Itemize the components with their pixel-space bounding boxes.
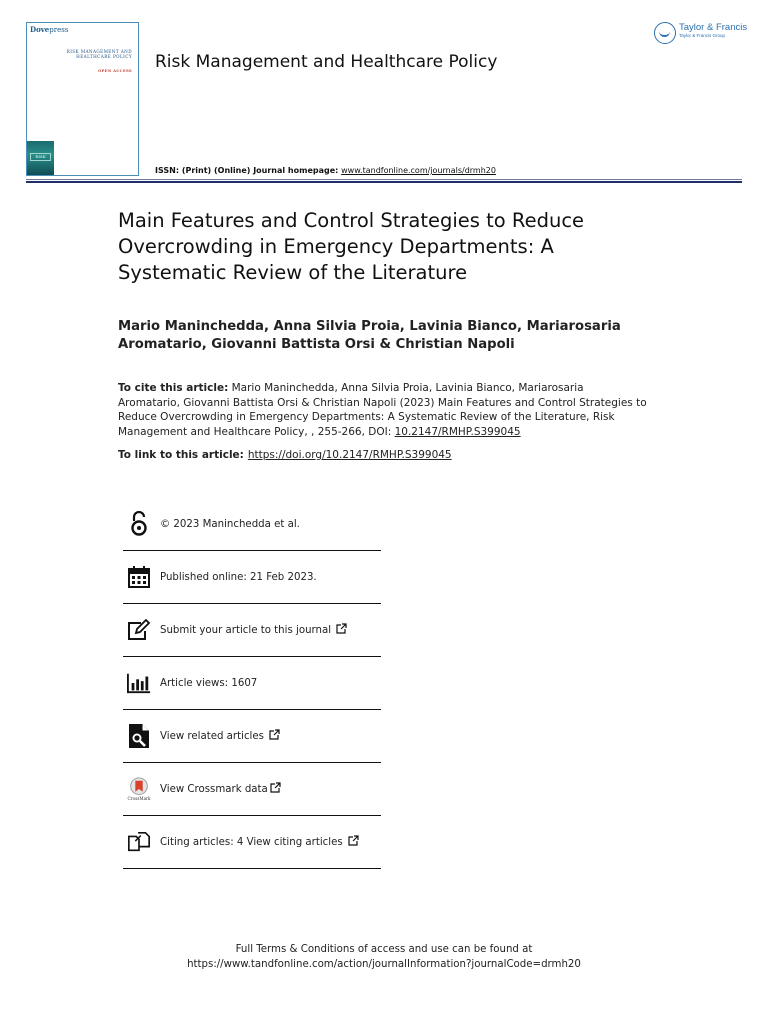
copyright-row (123, 498, 381, 551)
citing-documents-icon (127, 830, 151, 854)
article-doi-link[interactable]: https://doi.org/10.2147/RMHP.S399045 (247, 449, 452, 461)
submit-article-link[interactable]: Submit your article to this journal (160, 623, 347, 637)
cover-image (27, 141, 54, 175)
citation (118, 381, 648, 439)
publisher-group: Taylor & Francis Group (679, 33, 726, 38)
external-link-icon (269, 729, 280, 743)
related-articles-link[interactable]: View related articles (160, 729, 280, 743)
cover-open-access: OPEN ACCESS (98, 69, 132, 73)
views-row (123, 657, 381, 710)
citation-doi-link[interactable]: 10.2147/RMHP.S399045 (394, 425, 521, 438)
citation-label: To cite this article: (118, 382, 229, 394)
journal-homepage-link[interactable]: www.tandfonline.com/journals/drmh20 (341, 166, 496, 175)
article-link (118, 449, 452, 461)
related-row[interactable] (123, 710, 381, 763)
journal-cover (26, 22, 139, 176)
external-link-icon (336, 623, 347, 637)
article-info-list (123, 498, 381, 869)
header-divider-thick (26, 181, 742, 183)
terms-url-link[interactable]: https://www.tandfonline.com/action/journalInformation?journalCode=drmh20 (187, 959, 581, 970)
crossmark-icon-label: CrossMark (127, 796, 151, 802)
crossmark-row[interactable] (123, 763, 381, 816)
terms-line: Full Terms & Conditions of access and use can be found at (235, 944, 533, 955)
crossmark-link[interactable]: View Crossmark data (160, 782, 281, 796)
citing-articles-link[interactable]: Citing articles: 4 View citing articles (160, 835, 359, 849)
journal-title: Risk Management and Healthcare Policy (155, 52, 498, 72)
published-row (123, 551, 381, 604)
external-link-icon (348, 835, 359, 849)
citation-text: Mario Maninchedda, Anna Silvia Proia, Lavinia Bianco, Mariarosaria Aromatario, Giovanni Battista Orsi & Christian Napoli (2023) Main Features and Control Strategies to Reduce Overcrowding in Emergency Departments: A Systematic Review of the Literature, Risk Management and Healthcare Policy, , 255-266, DOI: (118, 382, 647, 438)
views-text: Article views: 1607 (160, 677, 258, 689)
external-link-icon (270, 782, 281, 796)
terms-footer (0, 942, 768, 972)
published-text: Published online: 21 Feb 2023. (160, 571, 317, 583)
issn-line (155, 166, 496, 175)
cover-publisher: Dovepress (30, 25, 69, 34)
publisher-logo (654, 22, 747, 44)
article-authors: Mario Maninchedda, Anna Silvia Proia, Lavinia Bianco, Mariarosaria Aromatario, Giovanni Battista Orsi & Christian Napoli (118, 319, 621, 352)
article-title: Main Features and Control Strategies to Reduce Overcrowding in Emergency Departments: A Systematic Review of the Literature (118, 209, 585, 284)
taylor-francis-logo-icon (654, 22, 676, 44)
crossmark-icon (127, 777, 151, 801)
article-link-label: To link to this article: (118, 449, 244, 461)
citing-row[interactable] (123, 816, 381, 869)
submit-row[interactable] (123, 604, 381, 657)
cover-image-label: RISK (30, 153, 51, 161)
bar-chart-icon (127, 671, 151, 695)
edit-pencil-icon (127, 618, 151, 642)
search-document-icon (127, 724, 151, 748)
open-access-lock-icon (127, 512, 151, 536)
copyright-text: © 2023 Maninchedda et al. (160, 518, 300, 530)
cover-title: RISK MANAGEMENT AND HEALTHCARE POLICY (66, 49, 132, 59)
issn-prefix: ISSN: (Print) (Online) Journal homepage: (155, 166, 342, 175)
header-divider-thin (26, 179, 742, 180)
calendar-icon (127, 565, 151, 589)
publisher-name: Taylor & Francis (679, 22, 748, 33)
